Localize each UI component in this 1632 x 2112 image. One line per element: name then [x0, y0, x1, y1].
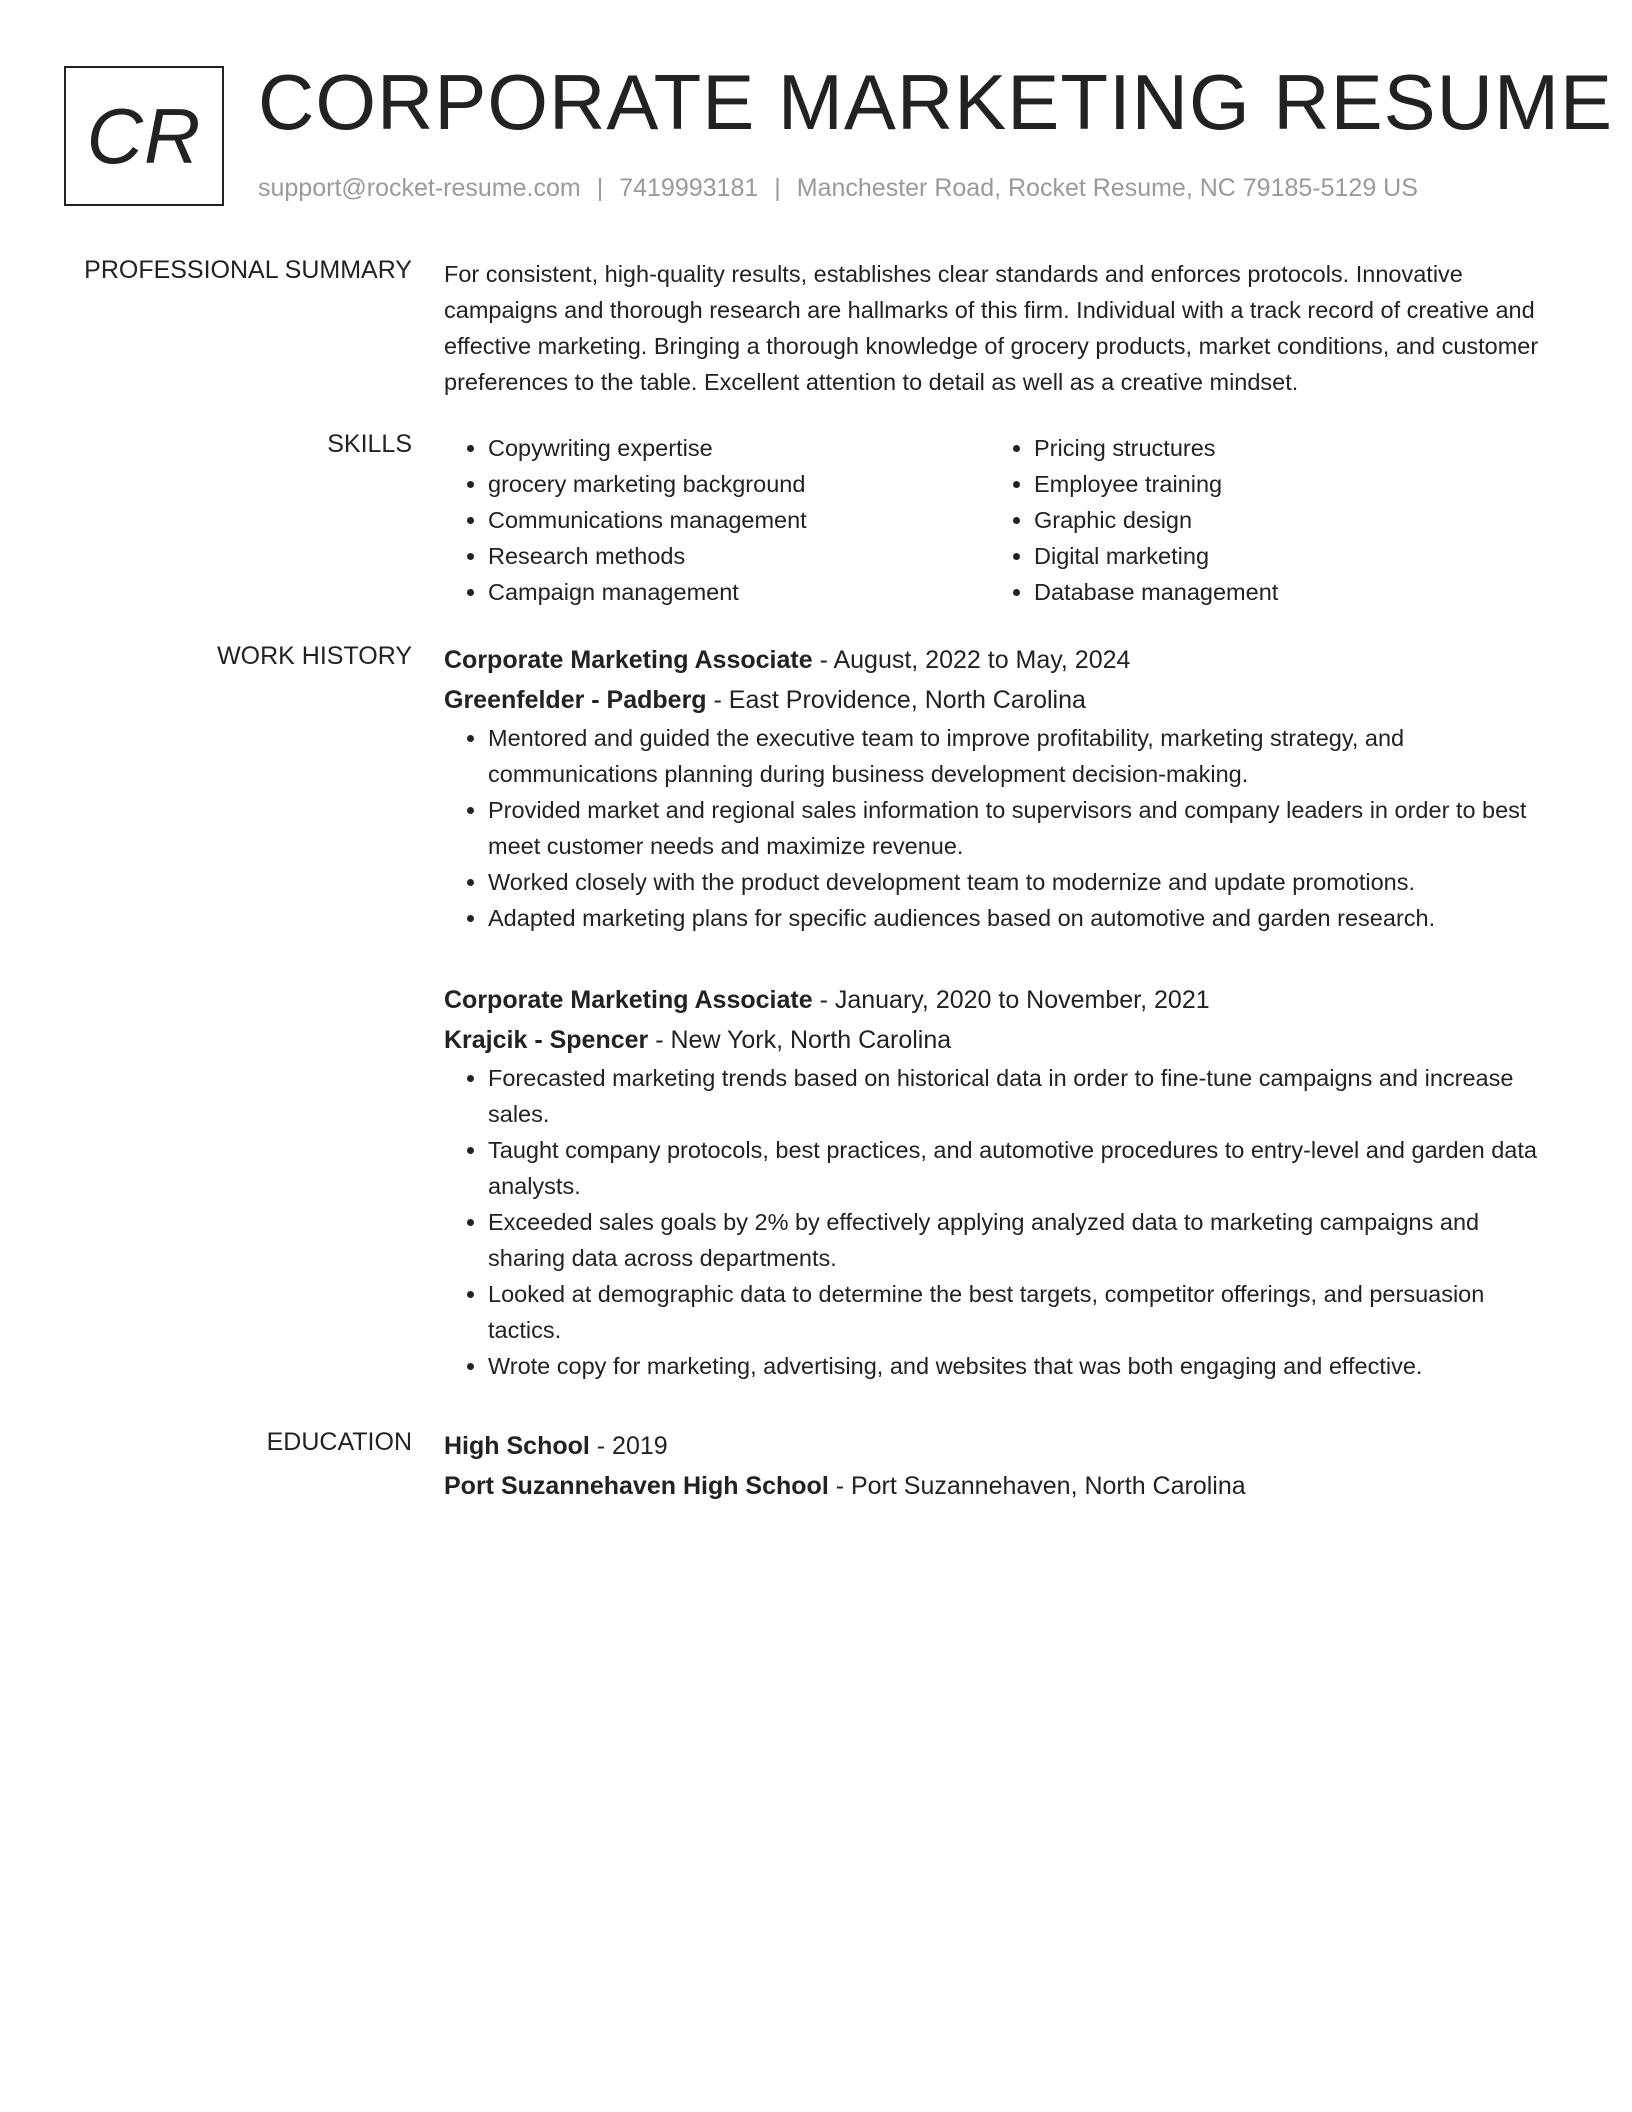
job-bullet: • Taught company protocols, best practices, and automotive procedures to entry-level and garden data analysts.: [488, 1132, 1548, 1204]
job-dates: - January, 2020 to November, 2021: [812, 986, 1210, 1014]
skill-item: • grocery marketing background: [488, 466, 990, 502]
skill-item: • Digital marketing: [1034, 538, 1536, 574]
job-location: - New York, North Carolina: [648, 1026, 952, 1054]
job-location: - East Providence, North Carolina: [706, 686, 1086, 714]
job-bullets: [444, 720, 1560, 936]
contact-line: [258, 174, 1418, 203]
contact-email: support@rocket-resume.com: [258, 174, 581, 202]
education-entry: [444, 1426, 1560, 1506]
job-entry: [444, 980, 1560, 1384]
school-name: Port Suzannehaven High School: [444, 1472, 829, 1500]
skills-list-left: [444, 430, 990, 610]
skill-item: • Copywriting expertise: [488, 430, 990, 466]
job-title-line: [444, 640, 1560, 680]
school-line: [444, 1466, 1560, 1506]
monogram-logo: CR: [64, 66, 224, 206]
graduation-year: - 2019: [589, 1432, 668, 1460]
job-bullet: • Wrote copy for marketing, advertising, and websites that was both engaging and effective.: [488, 1348, 1548, 1384]
work-history-heading: WORK HISTORY: [217, 642, 412, 670]
job-bullet: • Forecasted marketing trends based on historical data in order to fine-tune campaigns and increase sales.: [488, 1060, 1548, 1132]
job-title: Corporate Marketing Associate: [444, 646, 813, 674]
summary-section: [444, 256, 1560, 400]
school-location: - Port Suzannehaven, North Carolina: [828, 1472, 1246, 1500]
job-title-line: [444, 980, 1560, 1020]
job-company-line: [444, 680, 1560, 720]
job-dates: - August, 2022 to May, 2024: [812, 646, 1131, 674]
contact-address: Manchester Road, Rocket Resume, NC 79185-5129 US: [796, 174, 1418, 202]
job-company: Greenfelder - Padberg: [444, 686, 707, 714]
skill-item: • Research methods: [488, 538, 990, 574]
job-company-line: [444, 1020, 1560, 1060]
job-bullet: • Exceeded sales goals by 2% by effectively applying analyzed data to marketing campaigns and sharing data across departments.: [488, 1204, 1548, 1276]
resume-title: CORPORATE MARKETING RESUME: [258, 58, 1614, 146]
education-heading: EDUCATION: [266, 1428, 412, 1456]
job-bullet: • Provided market and regional sales information to supervisors and company leaders in order to best meet customer needs and maximize revenue.: [488, 792, 1548, 864]
summary-heading: PROFESSIONAL SUMMARY: [84, 256, 412, 284]
skill-item: • Campaign management: [488, 574, 990, 610]
skill-item: • Pricing structures: [1034, 430, 1536, 466]
contact-separator: |: [596, 174, 604, 202]
skill-item: • Employee training: [1034, 466, 1536, 502]
job-bullet: • Worked closely with the product development team to modernize and update promotions.: [488, 864, 1548, 900]
skills-list-right: [990, 430, 1536, 610]
job-entry: [444, 640, 1560, 936]
job-company: Krajcik - Spencer: [444, 1026, 649, 1054]
degree-line: [444, 1426, 1560, 1466]
skills-section: [444, 430, 1560, 610]
job-title: Corporate Marketing Associate: [444, 986, 813, 1014]
skill-item: • Database management: [1034, 574, 1536, 610]
job-bullet: • Mentored and guided the executive team to improve profitability, marketing strategy, and communications planning during business development decision-making.: [488, 720, 1548, 792]
skill-item: • Communications management: [488, 502, 990, 538]
skills-heading: SKILLS: [327, 430, 412, 458]
skill-item: • Graphic design: [1034, 502, 1536, 538]
contact-separator: |: [774, 174, 781, 202]
contact-phone: 7419993181: [619, 174, 759, 202]
job-bullets: [444, 1060, 1560, 1384]
job-bullet: • Looked at demographic data to determine the best targets, competitor offerings, and persuasion tactics.: [488, 1276, 1548, 1348]
summary-text: For consistent, high-quality results, establishes clear standards and enforces protocols. Innovative campaigns and thorough research are hallmarks of this firm. Individual with a track record of creative and effective marketing. Bringing a thorough knowledge of grocery products, market conditions, and customer preferences to the table. Excellent attention to detail as well as a creative mindset.: [444, 261, 1539, 395]
job-bullet: • Adapted marketing plans for specific audiences based on automotive and garden research.: [488, 900, 1548, 936]
degree: High School: [444, 1432, 590, 1460]
